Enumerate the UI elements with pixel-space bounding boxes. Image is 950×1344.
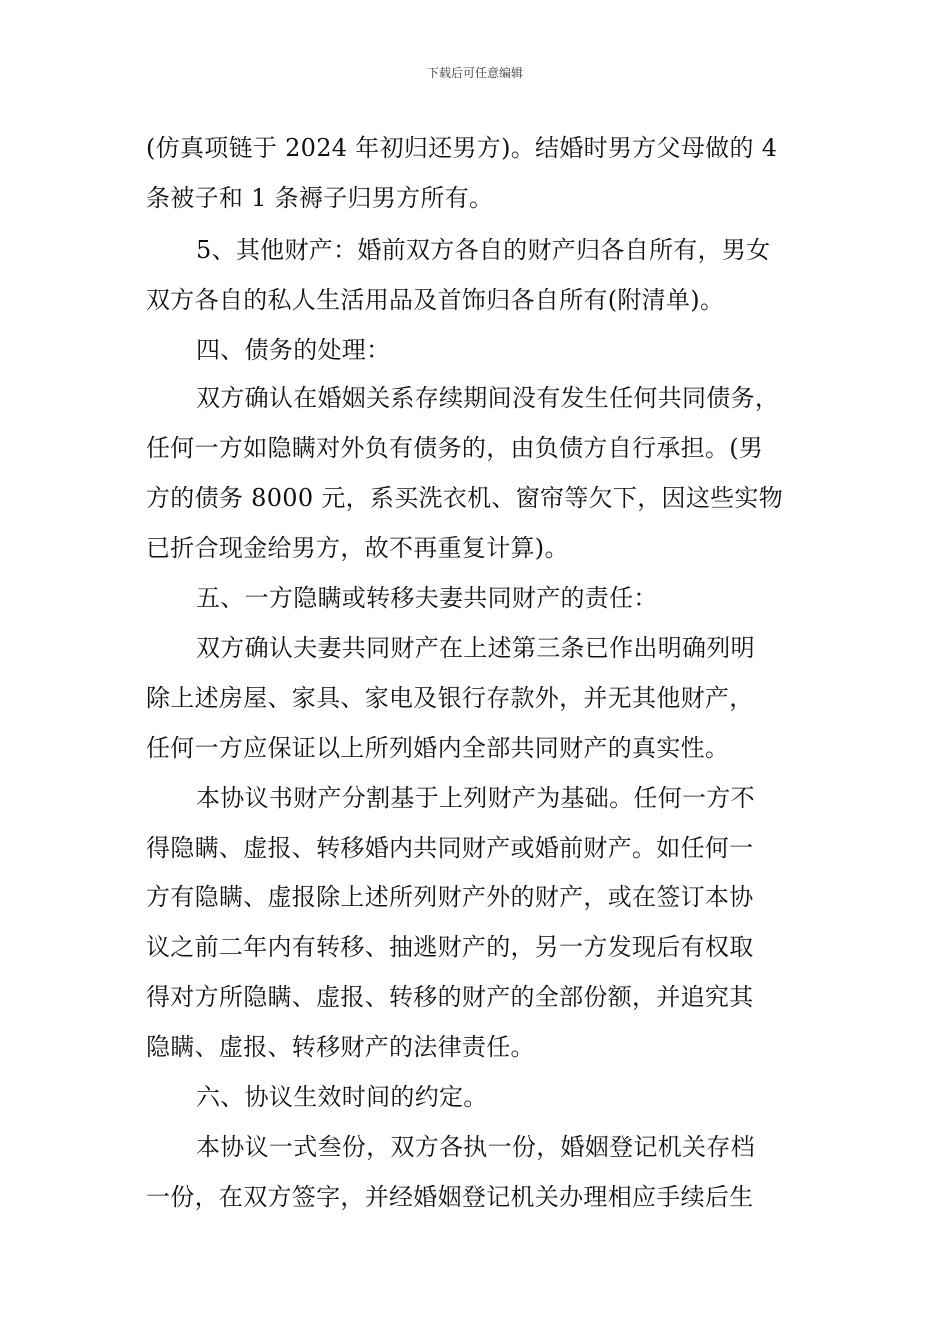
text-line: 议之前二年内有转移、抽逃财产的，另一方发现后有权取 [146,933,754,961]
section-heading: 四、债务的处理： [196,336,391,364]
text-line: 双方各自的私人生活用品及首饰归各自所有(附清单)。 [146,286,725,314]
text-line: 得对方所隐瞒、虚报、转移的财产的全部份额，并追究其 [146,983,754,1011]
section-heading: 六、协议生效时间的约定。 [196,1083,488,1111]
text-line: 方有隐瞒、虚报除上述所列财产外的财产，或在签订本协 [146,883,754,911]
text-line: 隐瞒、虚报、转移财产的法律责任。 [146,1033,535,1061]
text-line: 已折合现金给男方，故不再重复计算)。 [146,534,569,562]
text-line: 方的债务 8000 元，系买洗衣机、窗帘等欠下，因这些实物 [146,484,784,512]
text-line: 条被子和 1 条褥子归男方所有。 [146,184,494,212]
text-line: 一份，在双方签字，并经婚姻登记机关办理相应手续后生 [146,1183,754,1211]
text-line: 得隐瞒、虚报、转移婚内共同财产或婚前财产。如任何一 [146,834,754,862]
text-line: 除上述房屋、家具、家电及银行存款外，并无其他财产， [146,684,754,712]
text-line: 本协议一式叁份，双方各执一份，婚姻登记机关存档 [196,1133,755,1161]
text-line: 任何一方应保证以上所列婚内全部共同财产的真实性。 [146,734,730,762]
text-line: 5、其他财产：婚前双方各自的财产归各自所有，男女 [196,236,771,264]
text-line: 任何一方如隐瞒对外负有债务的，由负债方自行承担。(男 [146,434,764,462]
text-line: 本协议书财产分割基于上列财产为基础。任何一方不 [196,784,755,812]
text-line: 双方确认在婚姻关系存续期间没有发生任何共同债务， [196,384,780,412]
section-heading: 五、一方隐瞒或转移夫妻共同财产的责任： [196,584,658,612]
text-line: 双方确认夫妻共同财产在上述第三条已作出明确列明 [196,634,755,662]
page-header: 下载后可任意编辑 [426,66,523,80]
text-line: (仿真项链于 2024 年初归还男方)。结婚时男方父母做的 4 [146,134,778,162]
